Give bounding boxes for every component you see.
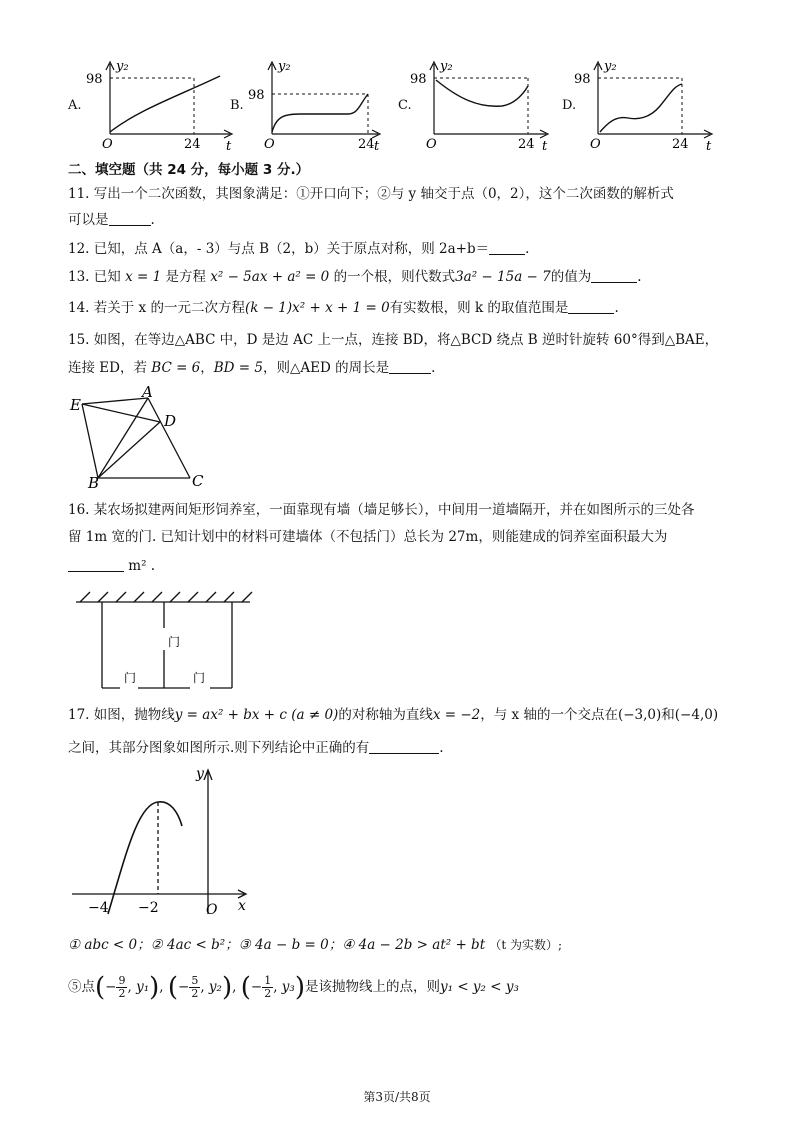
t-axis-label: t: [706, 139, 712, 154]
label-C: C: [192, 472, 204, 490]
origin-label: O: [590, 137, 601, 152]
door-middle: 门: [168, 635, 181, 649]
option-label: A.: [68, 98, 82, 113]
q16-answer-blank[interactable]: [68, 557, 124, 572]
q14-answer-blank[interactable]: [568, 299, 614, 314]
q15-text-c: ，则△AED 的周长是: [263, 360, 390, 376]
q17-line2: [68, 738, 444, 758]
y-axis-label: y₂: [440, 59, 453, 74]
t-axis-label: t: [374, 139, 380, 154]
option-curve: [600, 84, 682, 132]
q15-line2: [68, 358, 435, 378]
frac-9-2: $\frac{9}{2}$: [118, 974, 126, 1000]
q16-line2: 留 1m 宽的门. 已知计划中的材料可建墙体（不包括门）总长为 27m，则能建成的饲养室面积最大为: [68, 529, 668, 545]
door-left: 门: [124, 671, 137, 685]
option-graph: [68, 58, 232, 154]
frac-5-2: $\frac{5}{2}$: [191, 974, 199, 1000]
label-B: B: [88, 474, 100, 492]
door-right: 门: [193, 671, 206, 685]
t-value-label: 24: [672, 137, 689, 152]
q17-options-line1: [68, 935, 562, 955]
label-E: E: [70, 396, 81, 414]
origin-label: O: [206, 902, 218, 918]
q17-options-1-4: ① abc < 0；② 4ac < b²；③ 4a − b = 0；④ 4a − 2b > at² + bt: [68, 937, 486, 953]
q11-answer-blank[interactable]: [109, 211, 151, 226]
q17-eq1: y = ax² + bx + c (a ≠ 0): [174, 707, 339, 723]
option-curve: [436, 80, 528, 106]
origin-label: O: [426, 137, 437, 152]
q14-text-a: 14. 若关于 x 的一元二次方程: [68, 300, 245, 316]
q13-line: [68, 267, 642, 287]
tick-minus-2: −2: [138, 900, 159, 916]
axis-y-label: y: [196, 766, 204, 782]
y1-label: y₁: [136, 979, 150, 995]
page-footer: 第3页/共8页: [363, 1090, 431, 1104]
q17-option5-inequality: y₁ < y₂ < y₃: [439, 979, 519, 995]
figure-17-parabola: [66, 764, 256, 920]
t-value-label: 24: [518, 137, 535, 152]
t-value-label: 24: [184, 137, 201, 152]
q15-eq1: BC = 6: [151, 360, 201, 376]
y-value-label: 98: [410, 72, 427, 87]
option-label: B.: [230, 98, 244, 113]
q13-text-a: 13. 已知: [68, 269, 121, 285]
q15-text-a: 连接 ED，若: [68, 360, 147, 376]
q15-text-b: ，: [200, 360, 214, 376]
option-label: D.: [562, 98, 577, 113]
q13-eq3: 3a² − 15a − 7: [455, 269, 551, 285]
q17-text-e: 之间，其部分图象如图所示.则下列结论中正确的有: [68, 740, 370, 756]
q11-line2: [68, 210, 155, 230]
frac-1-2: $\frac{1}{2}$: [264, 974, 272, 1000]
y-value-label: 98: [248, 88, 265, 103]
q17-option4-note: （t 为实数）;: [489, 938, 563, 952]
q11-text: 可以是: [68, 212, 109, 228]
q17-eq2: x = −2: [432, 707, 481, 723]
q17-answer-blank[interactable]: [369, 739, 439, 754]
q12-line: [68, 239, 529, 259]
y-axis-label: y₂: [116, 59, 129, 74]
q13-end: .: [637, 269, 642, 285]
q13-text-b: 是方程: [165, 269, 206, 285]
origin-label: O: [264, 137, 275, 152]
q17-option5-text-b: 是该抛物线上的点，则: [304, 979, 440, 995]
y-axis-label: y₂: [278, 59, 291, 74]
option-graph: [562, 58, 722, 154]
q15-answer-blank[interactable]: [389, 359, 431, 374]
q17-text-d: 和: [661, 707, 675, 723]
q13-text-d: 的值为: [550, 269, 592, 285]
option-label: C.: [398, 98, 412, 113]
option-curve: [272, 94, 368, 132]
q12-end: .: [525, 241, 530, 257]
q11-end: .: [150, 212, 155, 228]
y-value-label: 98: [86, 72, 103, 87]
tick-minus-4: −4: [88, 900, 109, 916]
q13-text-c: 的一个根，则代数式: [333, 269, 456, 285]
q17-eq4: (−4,0): [674, 707, 719, 723]
q12-text: 12. 已知，点 A（a，- 3）与点 B（2，b）关于原点对称，则 2a+b＝: [68, 241, 490, 257]
label-D: D: [164, 412, 177, 430]
y-axis-label: y₂: [604, 59, 617, 74]
q13-eq1: x = 1: [125, 269, 162, 285]
q13-answer-blank[interactable]: [591, 268, 637, 283]
q11-line1: 11. 写出一个二次函数，其图象满足：①开口向下；②与 y 轴交于点（0，2），这个二次函数的解析式: [68, 186, 674, 202]
q17-line1: [68, 705, 718, 725]
y2-label: y₂: [208, 979, 222, 995]
q17-eq3: (−3,0): [617, 707, 662, 723]
origin-label: O: [102, 137, 113, 152]
q17-options-line2: ⑤点(− $\frac{9}{2}$ , y₁), (− $\frac{5}{2}$ , y₂), (− $\frac{1}{2}$ , y₃)是该抛物线上的点，则y₁ < y₂ < y₃: [68, 972, 519, 1003]
option-curve: [110, 76, 220, 132]
q17-text-c: ，与 x 轴的一个交点在: [480, 707, 618, 723]
y-value-label: 98: [574, 72, 591, 87]
option-graph: [398, 58, 558, 154]
q17-text-a: 17. 如图，抛物线: [68, 707, 175, 723]
t-axis-label: t: [226, 139, 232, 154]
t-value-label: 24: [358, 137, 375, 152]
figure-15-triangle: [60, 383, 220, 492]
q15-line1: 15. 如图，在等边△ABC 中，D 是边 AC 上一点，连接 BD，将△BCD 绕点 B 逆时针旋转 60°得到△BAE，: [68, 332, 719, 348]
axis-x-label: x: [238, 898, 246, 914]
q16-unit: m² .: [128, 558, 156, 574]
option-graph: [230, 58, 390, 154]
q14-eq: (k − 1)x² + x + 1 = 0: [244, 300, 390, 316]
q13-eq2: x² − 5ax + a² = 0: [210, 269, 330, 285]
q12-answer-blank[interactable]: [489, 240, 525, 255]
section-title: 二、填空题（共 24 分，每小题 3 分.）: [68, 162, 310, 178]
figure-16-enclosure: [72, 588, 262, 694]
label-A: A: [142, 383, 153, 401]
q14-end: .: [614, 300, 619, 316]
q15-end: .: [431, 360, 436, 376]
y3-label: y₃: [281, 979, 295, 995]
q17-text-b: 的对称轴为直线: [338, 707, 433, 723]
q17-end: .: [439, 740, 444, 756]
q14-line: [68, 298, 619, 318]
t-axis-label: t: [542, 139, 548, 154]
q15-eq2: BD = 5: [213, 360, 263, 376]
q16-line3: [68, 556, 155, 576]
q17-option5-text: ⑤点: [68, 979, 95, 995]
q14-text-b: 有实数根，则 k 的取值范围是: [389, 300, 569, 316]
q16-line1: 16. 某农场拟建两间矩形饲养室，一面靠现有墙（墙足够长），中间用一道墙隔开，并在如图所示的三处各: [68, 502, 695, 518]
